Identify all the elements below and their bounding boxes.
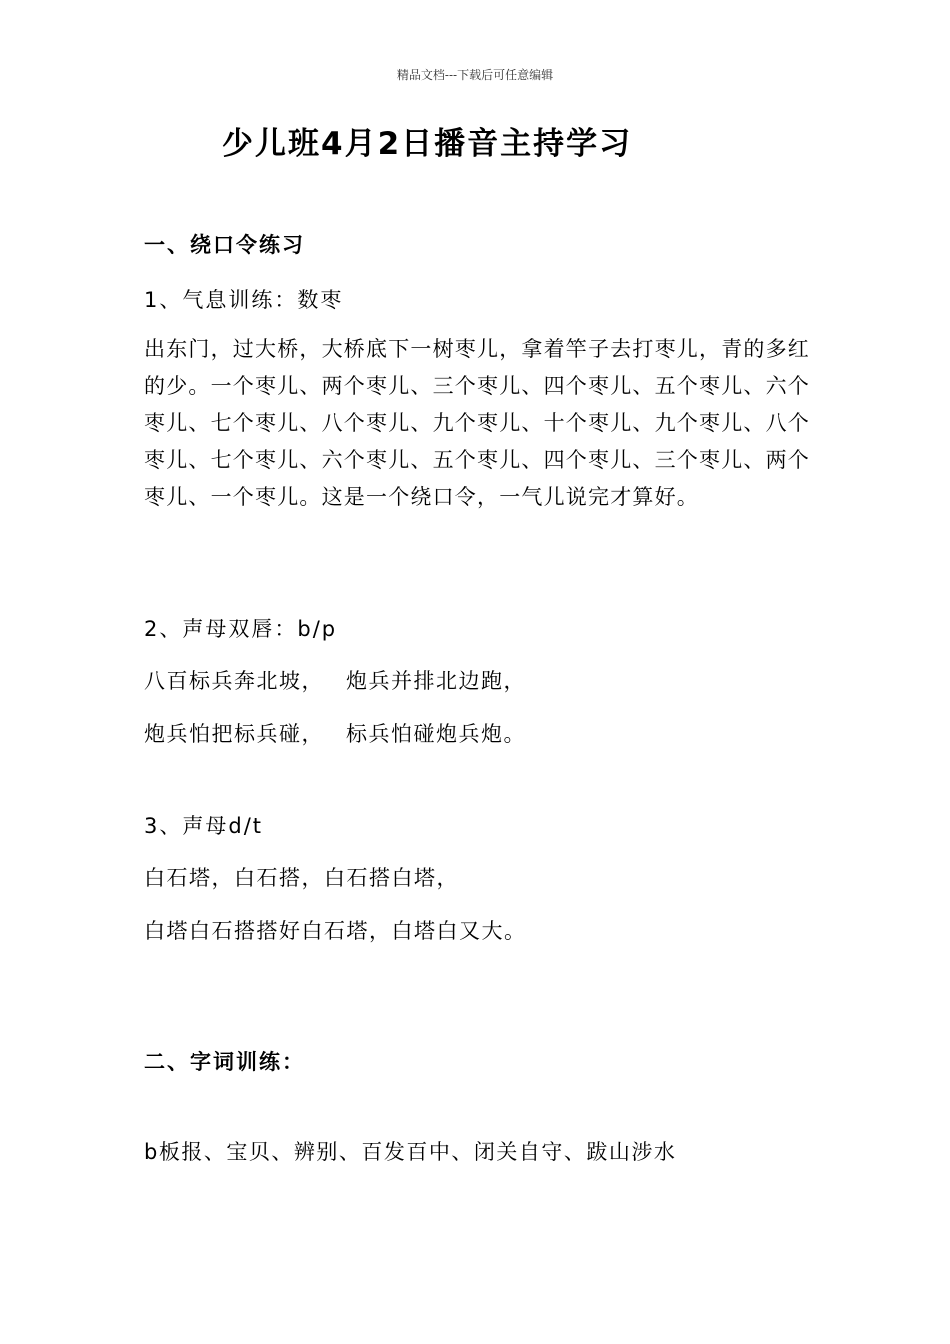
verse-line-1 [144, 665, 526, 695]
section-heading-word-training: 二、字词训练： [144, 1050, 305, 1074]
verse-line-1-second-half: 炮兵并排北边跑， [346, 669, 526, 693]
white-pagoda-line-1: 白石塔，白石搭，白石搭白塔， [144, 866, 459, 890]
verse-line-2-second-half: 标兵怕碰炮兵炮。 [346, 722, 526, 746]
paragraph-counting-dates: 出东门，过大桥，大桥底下一树枣儿，拿着竿子去打枣儿，青的多红的少。一个枣儿、两个枣儿、三个枣儿、四个枣儿、五个枣儿、六个枣儿、七个枣儿、八个枣儿、九个枣儿、十个枣儿、九个枣儿、八个枣儿、七个枣儿、六个枣儿、五个枣儿、四个枣儿、三个枣儿、两个枣儿、一个枣儿。这是一个绕口令，一气儿说完才算好。 [144, 337, 810, 509]
item-heading-d-t: 3、声母d/t [144, 814, 263, 838]
verse-line-2 [144, 718, 526, 748]
page-header: 精品文档---下载后可任意编辑 [396, 68, 554, 82]
word-list-b: b板报、宝贝、辨别、百发百中、闭关自守、跋山涉水 [144, 1140, 677, 1164]
verse-line-2-first-half: 炮兵怕把标兵碰， [144, 722, 324, 746]
verse-line-1-first-half: 八百标兵奔北坡， [144, 669, 324, 693]
item-heading-bilabial: 2、声母双唇：b/p [144, 617, 338, 641]
white-pagoda-line-2: 白塔白石搭搭好白石塔，白塔白又大。 [144, 919, 527, 943]
item-heading-breath-training: 1、气息训练：数枣 [144, 288, 344, 312]
section-heading-tongue-twisters: 一、绕口令练习 [144, 233, 305, 257]
document-title: 少儿班4月2日播音主持学习 [222, 126, 633, 162]
